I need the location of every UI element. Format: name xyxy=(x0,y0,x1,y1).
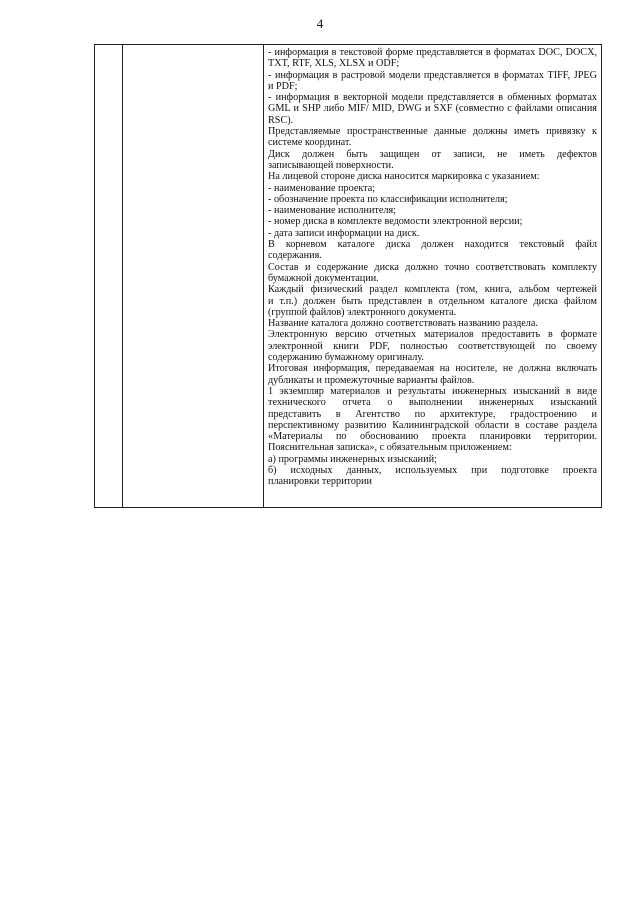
text-line: системе координат. xyxy=(268,137,352,149)
text-line: GML и SHP либо MIF/ MID, DWG и SXF (совместно с файлами описания xyxy=(268,103,597,115)
text-line: бумажной документации. xyxy=(268,272,379,284)
text-line: Электронную версию отчетных материалов предоставить в формате xyxy=(268,329,597,341)
text-line: TXT, RTF, XLS, XLSX и ODF; xyxy=(268,58,400,70)
text-line: а) программы инженерных изысканий; xyxy=(268,453,437,465)
text-line: представить в Агентство по архитектуре, градостроению и xyxy=(268,408,597,420)
text-line: - информация в растровой модели представляется в форматах TIFF, JPEG xyxy=(268,69,597,81)
text-line: и т.п.) должен быть представлен в отдельном каталоге диска файлом xyxy=(268,295,597,307)
page-number: 4 xyxy=(316,16,324,31)
text-line: - информация в текстовой форме представляется в форматах DOC, DOCX, xyxy=(268,47,597,58)
text-line: б) исходных данных, используемых при подготовке проекта xyxy=(268,464,597,476)
text-line: В корневом каталоге диска должен находится текстовый файл xyxy=(268,239,597,251)
text-line: Состав и содержание диска должно точно соответствовать комплекту xyxy=(268,261,597,273)
text-line: Итоговая информация, передаваемая на носителе, не должна включать xyxy=(268,363,597,375)
text-line: электронной книги PDF, полностью соответствующей по своему xyxy=(268,340,597,352)
text-line: Название каталога должно соответствовать названию раздела. xyxy=(268,318,538,330)
text-line: - наименование исполнителя; xyxy=(268,205,396,217)
table-column-number xyxy=(95,45,123,507)
requirements-table xyxy=(94,44,602,508)
text-line: - информация в векторной модели представляется в обменных форматах xyxy=(268,92,597,104)
text-line: (группой файлов) электронного документа. xyxy=(268,306,457,318)
text-line: На лицевой стороне диска наносится маркировка с указанием: xyxy=(268,171,540,183)
text-line: «Материалы по обоснованию проекта планировки территории. xyxy=(268,431,597,443)
text-line: содержания. xyxy=(268,250,322,262)
text-line: дубликаты и промежуточные варианты файлов. xyxy=(268,374,475,386)
text-line: технического отчета о выполнении инженерных изысканий xyxy=(268,397,597,409)
text-line: - обозначение проекта по классификации исполнителя; xyxy=(268,193,508,205)
text-line: Диск должен быть защищен от записи, не иметь дефектов xyxy=(268,148,597,160)
text-line: и PDF; xyxy=(268,80,298,92)
text-line: записывающей поверхности. xyxy=(268,159,394,171)
text-line: перспективному развитию Калининградской области в составе раздела xyxy=(268,419,597,431)
text-line: 1 экземпляр материалов и результаты инженерных изысканий в виде xyxy=(268,385,597,397)
text-line: RSC). xyxy=(268,114,294,126)
text-line: - номер диска в комплекте ведомости электронной версии; xyxy=(268,216,523,228)
text-line: Представляемые пространственные данные должны иметь привязку к xyxy=(268,126,597,138)
table-column-parameter xyxy=(123,45,264,507)
text-line: содержанию бумажному оригиналу. xyxy=(268,352,424,364)
text-line: Каждый физический раздел комплекта (том, книга, альбом чертежей xyxy=(268,284,597,296)
table-cell-requirements-text xyxy=(264,45,601,507)
text-line: - наименование проекта; xyxy=(268,182,376,194)
text-line: планировки территории xyxy=(268,476,372,488)
text-line: Пояснительная записка», с обязательным приложением: xyxy=(268,442,512,454)
text-line: - дата записи информации на диск. xyxy=(268,227,420,239)
